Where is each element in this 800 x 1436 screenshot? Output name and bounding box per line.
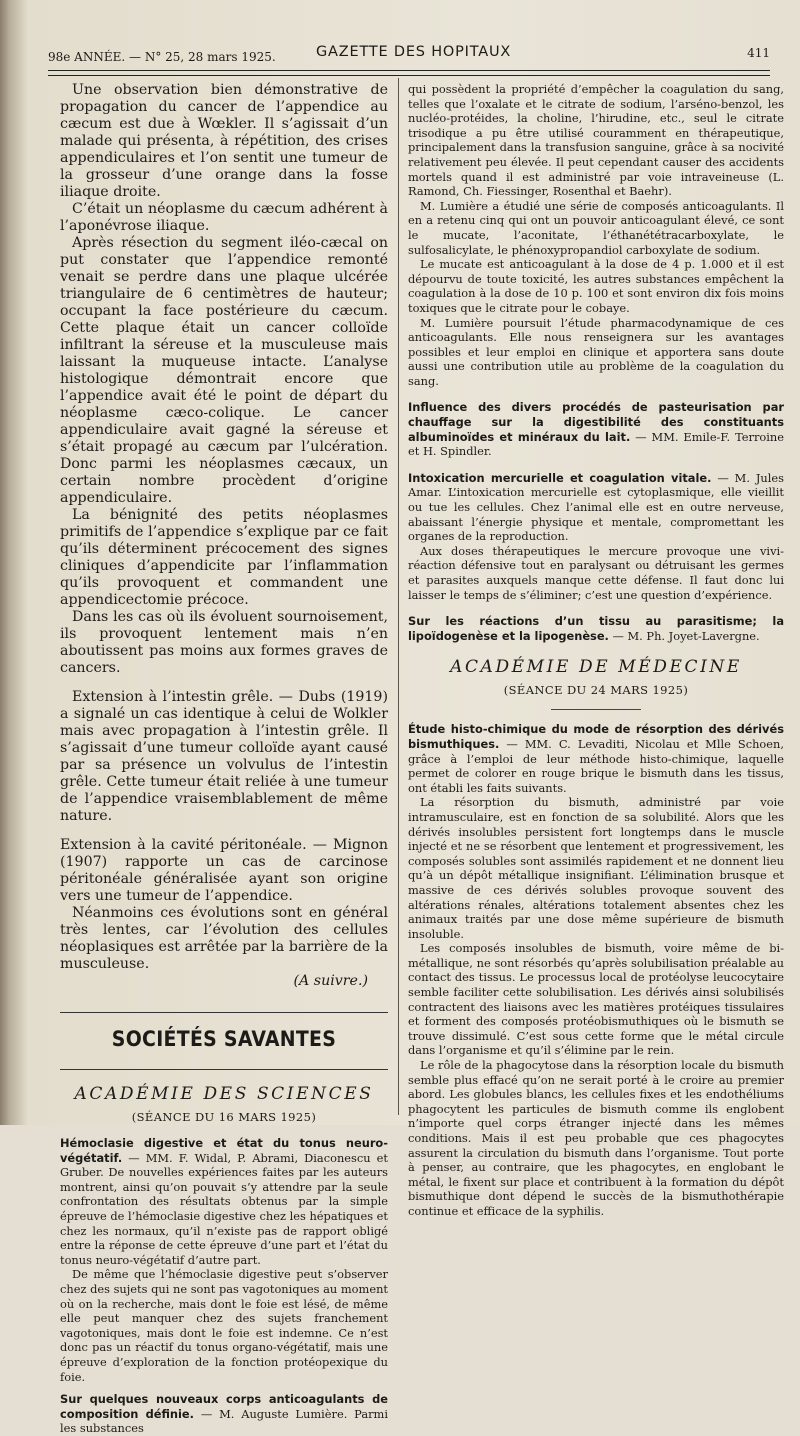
paragraph: Une observation bien démonstrative de propagation du cancer de l’appendice au cæcum est due à Wœkler. Il s’agissait d’un malade qui présenta, à répétition, des crises appendiculaires et l’on sentit une tumeur de la grosseur d’une orange dans la fosse iliaque droite. [60, 82, 388, 200]
paragraph: Les composés insolubles de bismuth, voire même de bi-métallique, ne sont résorbés qu’après solubilisation préalable au contact des tissus. Le processus local de protéolyse leucocytaire semble faciliter cette solubilisation. Les dérivés ainsi solubilisés contractent des liaisons avec les matières protéiques tissulaires et forment des composés protéobismuthiques où le bismuth se trouve dissimulé. C’est sous cette forme que le métal circule dans l’organisme et qu’il s’élimine par le rein. [408, 941, 784, 1058]
report-paragraph [408, 722, 784, 795]
report-text: De nouvelles expériences faites par les auteurs montrent, ainsi qu’on pouvait s’y attendre par la seule confrontation des résultats obtenus par la simple épreuve de l’hémoclasie digestive chez les hépatiques et chez les normaux, qu’il n’existe pas de rapport obligé entre la réponse de cette épreuve d’une part et l’état du tonus neuro-végétatif d’autre part. [60, 1165, 388, 1267]
page-number: 411 [747, 46, 770, 60]
section-banner: SOCIÉTÉS SAVANTES [60, 1012, 388, 1059]
section-text: — Dubs (1919) a signalé un cas identique à celui de Wolkler mais avec propagation à l’intestin grêle. Il s’agissait d’une tumeur colloïde ayant causé par sa présence un volvulus de l’intestin grêle. Cette tumeur était reliée à une tumeur de l’appendice vraisemblablement de même nature. [60, 689, 388, 824]
paragraph: Dans les cas où ils évoluent sournoisement, ils provoquent lentement mais n’en aboutissent pas moins aux formes graves de cancers. [60, 609, 388, 676]
paragraph: M. Lumière a étudié une série de composés anticoagulants. Il en a retenu cinq qui ont un pouvoir anticoagulant élevé, ce sont le mucate, l’aconitate, l’éthanététracarboxylate, le sulfosalicylate, le phénoxypropandiol carboxylate de sodium. [408, 198, 784, 257]
report-authors: — MM. F. Widal, P. Abrami, Diaconescu et Gruber. [60, 1150, 388, 1180]
paragraph: Aux doses thérapeutiques le mercure provoque une vivi-réaction défensive tout en paralysant ou détruisant les germes et parasites auxquels manque cette défense. Il faut donc lui laisser le temps de s’éliminer; c’est une question d’expérience. [408, 543, 784, 602]
continued-note: (A suivre.) [293, 973, 368, 989]
report-title: Hémoclasie digestive et état du tonus neuro-végétatif. [60, 1136, 388, 1165]
left-column [60, 82, 388, 1436]
section-heading: Extension à l’intestin grêle. [72, 689, 274, 705]
report-text: — M. Ph. Joyet-Lavergne. [608, 628, 760, 643]
paragraph: M. Lumière poursuit l’étude pharmacodynamique de ces anticoagulants. Elle nous renseignera sur les avantages possibles et leur emploi en clinique et apportera sans doute aussi une contribution utile au problème de la coagulation du sang. [408, 315, 784, 388]
academy-heading: ACADÉMIE DE MÉDECINE [450, 657, 742, 678]
report-paragraph [408, 471, 784, 544]
report-text: — M. Auguste Lumière. Parmi les substances [60, 1406, 388, 1436]
journal-title: GAZETTE DES HOPITAUX [316, 44, 512, 60]
column-divider [398, 78, 399, 1115]
page-header [48, 44, 770, 70]
report-paragraph [408, 614, 784, 643]
session-date: (SÉANCE DU 16 MARS 1925) [131, 1110, 317, 1124]
paragraph: Néanmoins ces évolutions sont en général très lentes, car l’évolution des cellules néoplasiques est arrêtée par la barrière de la musculeuse. [60, 905, 388, 972]
paragraph: Le rôle de la phagocytose dans la résorption locale du bismuth semble plus effacé qu’on ne serait porté à le croire au premier abord. Les globules blancs, les cellules fixes et les endothéliums phagocytent les particules de bismuth comme ils englobent n’importe quel corps étranger injecté dans les mêmes conditions. Mais il est peu probable que ces phagocytes assurent la circulation du bismuth dans l’organisme. Tout porte à penser, au contraire, que les phagocytes, en englobant le métal, le fixent sur place et contribuent à la formation du dépôt bismuthique dont dépend le succès de la bismuthothérapie continue et efficace de la syphilis. [408, 1058, 784, 1218]
report-paragraph [408, 400, 784, 458]
academy-heading: ACADÉMIE DES SCIENCES [74, 1084, 374, 1104]
report-title: Influence des divers procédés de pasteurisation par chauffage sur la digestibilité des constituants albuminoïdes et minéraux du lait. [408, 400, 784, 444]
paragraph: qui possèdent la propriété d’empêcher la coagulation du sang, telles que l’oxalate et le citrate de sodium, l’arséno-benzol, les nucléo-protéides, la choline, l’hirudine, etc., seul le citrate trisodique a pu être utilisé couramment en thérapeutique, principalement dans la transfusion sanguine, grâce à sa nocivité relativement peu élevée. Il peut cependant causer des accidents mortels quand il est administré par voie intraveineuse (L. Ramond, Ch. Fiessinger, Rosenthal et Baehr). [408, 82, 784, 199]
section-heading: Extension à la cavité péritonéale. [60, 837, 307, 853]
session-date: (SÉANCE DU 24 MARS 1925) [503, 683, 689, 698]
report-paragraph [60, 1392, 388, 1436]
report-title: Intoxication mercurielle et coagulation vitale. [408, 470, 712, 485]
short-rule [551, 709, 641, 710]
report-text: — M. Jules Amar. L’intoxication mercurielle est cytoplasmique, elle vieillit ou tue les cellules. Chez l’animal elle est en outre nerveuse, abaissant l’énergie physique et mentale, compromettant les organes de la reproduction. [408, 470, 784, 544]
report-title: Étude histo-chimique du mode de résorption des dérivés bismuthiques. [408, 722, 784, 751]
header-rule [48, 70, 770, 76]
section-paragraph [60, 837, 388, 905]
paragraph: La bénignité des petits néoplasmes primitifs de l’appendice s’explique par ce fait qu’ils déterminent précocement des signes cliniques d’appendicite par l’inflammation qu’ils provoquent et commandent une appendicectomie précoce. [60, 507, 388, 608]
section-text: — Mignon (1907) rapporte un cas de carcinose péritonéale généralisée ayant son origine vers une tumeur de l’appendice. [60, 837, 388, 904]
report-title: Sur les réactions d’un tissu au parasitisme; la lipoïdogenèse et la lipogenèse. [408, 614, 784, 643]
report-title: Sur quelques nouveaux corps anticoagulants de composition définie. [60, 1392, 388, 1421]
section-paragraph [60, 689, 388, 825]
paragraph: Après résection du segment iléo-cæcal on put constater que l’appendice remonté venait se perdre dans une plaque ulcérée triangulaire de 6 centimètres de hauteur; occupant la face postérieure du cæcum. Cette plaque était un cancer colloïde infiltrant la séreuse et la musculeuse mais laissant la muqueuse intacte. L’analyse histologique démontrait encore que l’appendice avait été le point de départ du néoplasme cæco-colique. Le cancer appendiculaire avait gagné la séreuse et s’était propagé au cæcum par l’ulcération. Donc parmi les néoplasmes cæcaux, un certain nombre procèdent d’origine appendiculaire. [60, 235, 388, 506]
paragraph: De même que l’hémoclasie digestive peut s’observer chez des sujets qui ne sont pas vagotoniques au moment où on la recherche, mais dont le foie est lésé, de même elle peut manquer chez des sujets franchement vagotoniques, mais dont le foie est indemne. Ce n’est donc pas un réactif du tonus organo-végétatif, mais une épreuve d’exploration de la fonction protéopexique du foie. [60, 1267, 388, 1384]
issue-info: 98e ANNÉE. — N° 25, 28 mars 1925. [48, 50, 276, 64]
report-text: — MM. C. Levaditi, Nicolau et Mlle Schoen, grâce à l’emploi de leur méthode histo-chimique, laquelle permet de colorer en rouge brique le bismuth dans les tissus, ont établi les faits suivants. [408, 736, 784, 795]
paragraph: C’était un néoplasme du cæcum adhérent à l’aponévrose iliaque. [60, 201, 388, 234]
paragraph: Le mucate est anticoagulant à la dose de 4 p. 1.000 et il est dépourvu de toute toxicité, les autres substances empêchent la coagulation à la dose de 10 p. 100 et sont environ dix fois moins toxiques que le citrate pour le cobaye. [408, 257, 784, 315]
report-text: — MM. Emile-F. Terroine et H. Spindler. [408, 429, 785, 459]
banner-rule [60, 1069, 388, 1070]
paragraph: La résorption du bismuth, administré par voie intramusculaire, est en fonction de sa solubilité. Alors que les dérivés insolubles persistent fort longtemps dans le muscle injecté et ne se résorbent que lentement et progressivement, les composés solubles sont assimilés rapidement et ne donnent lieu qu’à un dépôt métallique insignifiant. L’élimination brusque et massive de ces dérivés solubles provoque souvent des altérations rénales, altérations totalement absentes chez les animaux traités par une dose même supérieure de bismuth insoluble. [408, 795, 784, 941]
report-paragraph [60, 1136, 388, 1267]
right-column [408, 82, 785, 1218]
